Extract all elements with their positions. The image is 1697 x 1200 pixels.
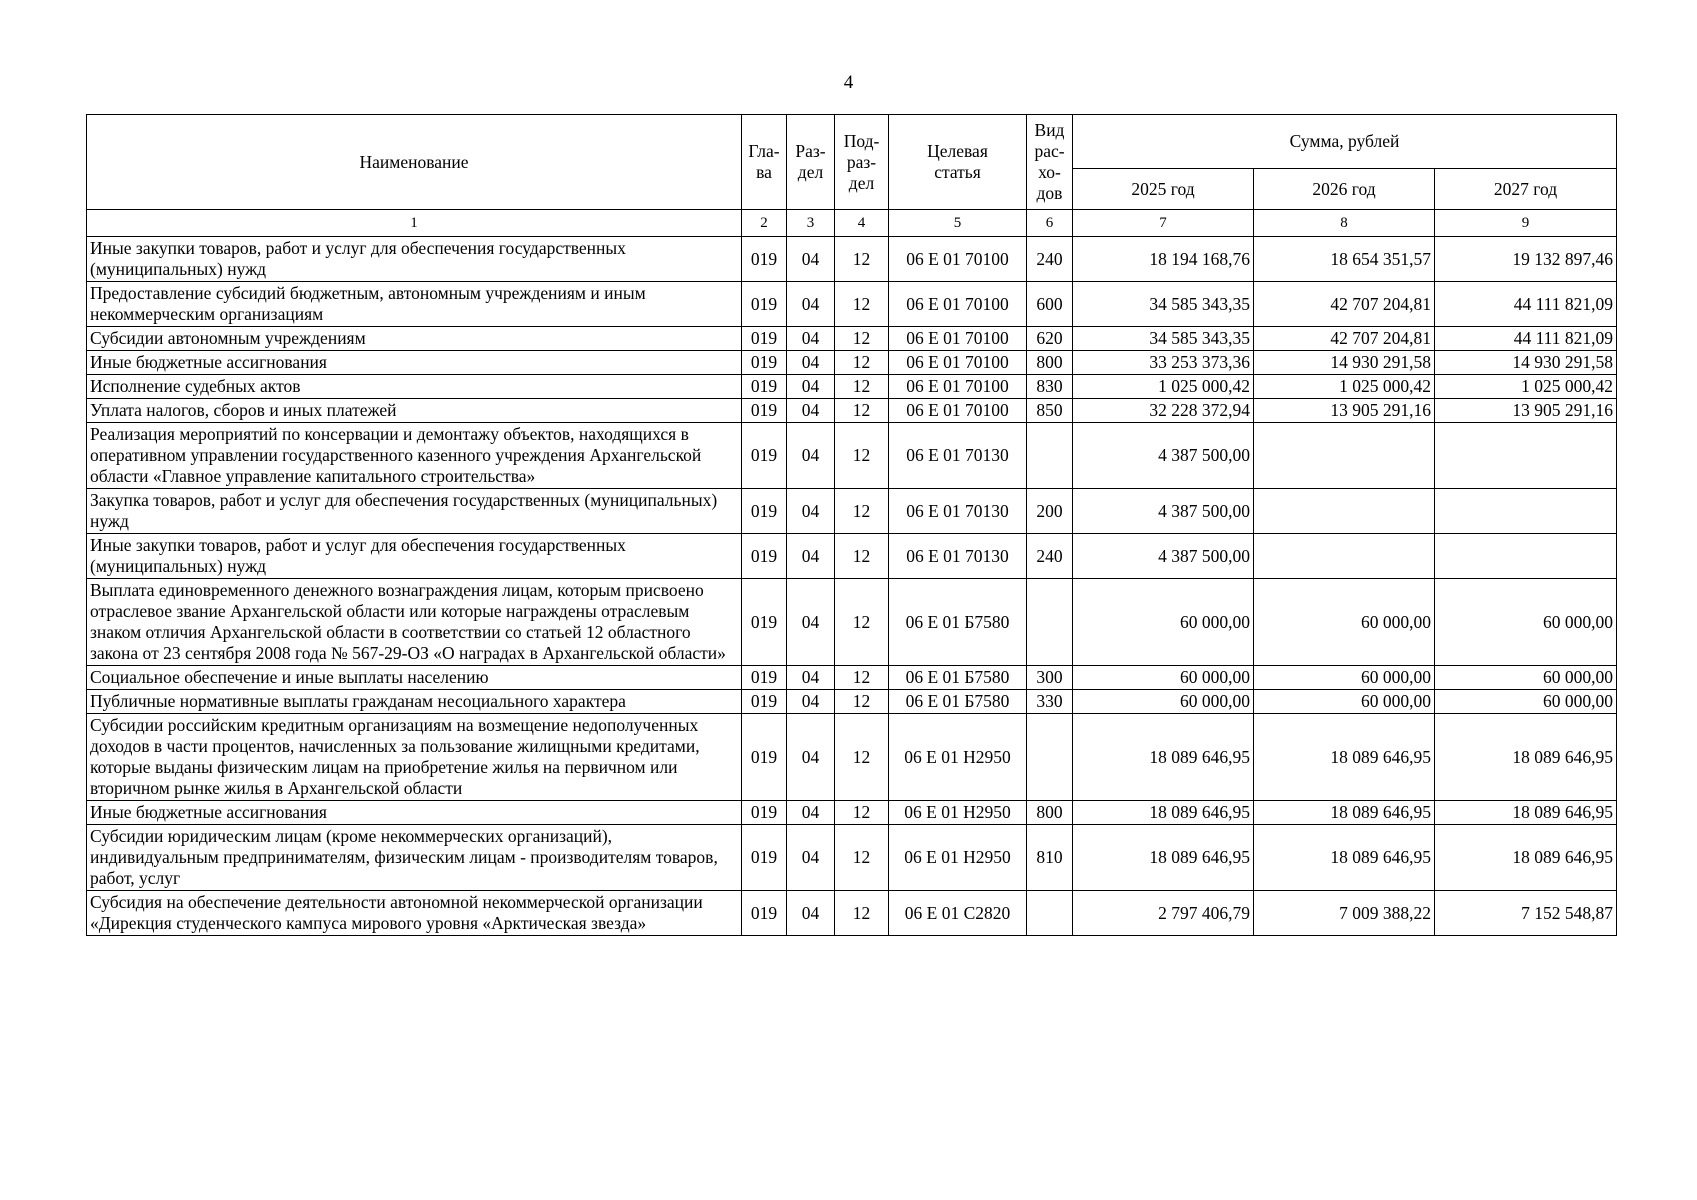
row-sum-2026-cell: 60 000,00 <box>1254 579 1435 666</box>
row-name-cell: Субсидия на обеспечение деятельности автономной некоммерческой организации «Дирекция студенческого кампуса мирового уровня «Арктическая звезда» <box>87 891 742 936</box>
column-number: 7 <box>1073 210 1254 237</box>
row-sum-2026-cell <box>1254 534 1435 579</box>
header-name-text: Наименование <box>359 151 469 172</box>
row-celevaya-statya-cell: 06 Е 01 С2820 <box>889 891 1027 936</box>
table-row <box>87 825 1617 891</box>
row-glava-cell: 019 <box>742 423 787 489</box>
row-vid-rashodov-cell: 800 <box>1027 351 1073 375</box>
row-vid-rashodov-cell <box>1027 891 1073 936</box>
row-podrazdel-cell: 12 <box>835 327 889 351</box>
row-sum-2025-cell: 4 387 500,00 <box>1073 534 1254 579</box>
row-sum-2027-cell: 60 000,00 <box>1435 579 1617 666</box>
row-podrazdel-cell: 12 <box>835 399 889 423</box>
row-podrazdel-cell: 12 <box>835 891 889 936</box>
budget-table <box>86 114 1617 936</box>
table-row <box>87 423 1617 489</box>
row-name-cell: Иные закупки товаров, работ и услуг для обеспечения государственных (муниципальных) нужд <box>87 534 742 579</box>
row-celevaya-statya-cell: 06 Е 01 Н2950 <box>889 714 1027 801</box>
column-number: 9 <box>1435 210 1617 237</box>
table-body <box>87 237 1617 936</box>
row-glava-cell: 019 <box>742 534 787 579</box>
row-podrazdel-cell: 12 <box>835 423 889 489</box>
row-celevaya-statya-cell: 06 Е 01 70130 <box>889 423 1027 489</box>
row-sum-2027-cell: 19 132 897,46 <box>1435 237 1617 282</box>
row-podrazdel-cell: 12 <box>835 801 889 825</box>
row-glava-cell: 019 <box>742 282 787 327</box>
row-sum-2025-cell: 32 228 372,94 <box>1073 399 1254 423</box>
row-name-cell: Социальное обеспечение и иные выплаты населению <box>87 666 742 690</box>
row-razdel-cell: 04 <box>787 282 835 327</box>
header-summa-text: Сумма, рублей <box>1289 131 1400 151</box>
column-numbers-row <box>87 210 1617 237</box>
table-row <box>87 375 1617 399</box>
row-sum-2027-cell: 60 000,00 <box>1435 690 1617 714</box>
row-razdel-cell: 04 <box>787 351 835 375</box>
row-name-cell: Публичные нормативные выплаты гражданам несоциального характера <box>87 690 742 714</box>
table-row <box>87 351 1617 375</box>
row-podrazdel-cell: 12 <box>835 690 889 714</box>
table-row <box>87 666 1617 690</box>
row-sum-2026-cell: 42 707 204,81 <box>1254 282 1435 327</box>
row-sum-2026-cell: 13 905 291,16 <box>1254 399 1435 423</box>
row-razdel-cell: 04 <box>787 489 835 534</box>
header-celevaya-statya <box>889 115 1027 210</box>
row-sum-2026-cell <box>1254 489 1435 534</box>
row-sum-2026-cell: 7 009 388,22 <box>1254 891 1435 936</box>
row-sum-2027-cell: 1 025 000,42 <box>1435 375 1617 399</box>
header-year-2026 <box>1254 169 1435 210</box>
row-sum-2025-cell: 60 000,00 <box>1073 666 1254 690</box>
row-name-cell: Исполнение судебных актов <box>87 375 742 399</box>
row-sum-2025-cell: 18 089 646,95 <box>1073 801 1254 825</box>
row-celevaya-statya-cell: 06 Е 01 Н2950 <box>889 801 1027 825</box>
row-name-cell: Предоставление субсидий бюджетным, автономным учреждениям и иным некоммерческим организациям <box>87 282 742 327</box>
row-sum-2027-cell: 44 111 821,09 <box>1435 327 1617 351</box>
row-celevaya-statya-cell: 06 Е 01 70100 <box>889 327 1027 351</box>
row-razdel-cell: 04 <box>787 801 835 825</box>
row-razdel-cell: 04 <box>787 579 835 666</box>
row-sum-2026-cell: 18 089 646,95 <box>1254 714 1435 801</box>
row-vid-rashodov-cell <box>1027 714 1073 801</box>
row-celevaya-statya-cell: 06 Е 01 Б7580 <box>889 690 1027 714</box>
column-number: 5 <box>889 210 1027 237</box>
header-celevaya-statya-text: Целевая статья <box>927 141 988 182</box>
row-glava-cell: 019 <box>742 399 787 423</box>
table-row <box>87 489 1617 534</box>
row-sum-2025-cell: 60 000,00 <box>1073 579 1254 666</box>
row-name-cell: Реализация мероприятий по консервации и демонтажу объектов, находящихся в оперативном управлении государственного казенного учреждения Архангельской области «Главное управление капитального строительства» <box>87 423 742 489</box>
row-sum-2027-cell <box>1435 489 1617 534</box>
column-number: 3 <box>787 210 835 237</box>
row-celevaya-statya-cell: 06 Е 01 Н2950 <box>889 825 1027 891</box>
row-sum-2027-cell: 13 905 291,16 <box>1435 399 1617 423</box>
row-razdel-cell: 04 <box>787 666 835 690</box>
row-sum-2027-cell: 7 152 548,87 <box>1435 891 1617 936</box>
row-razdel-cell: 04 <box>787 237 835 282</box>
row-sum-2025-cell: 4 387 500,00 <box>1073 423 1254 489</box>
row-sum-2027-cell <box>1435 423 1617 489</box>
row-name-cell: Субсидии российским кредитным организациям на возмещение недополученных доходов в части процентов, начисленных за пользование жилищными кредитами, которые выданы физическим лицам на приобретение жилья на первичном или вторичном рынке жилья в Архангельской области <box>87 714 742 801</box>
row-glava-cell: 019 <box>742 327 787 351</box>
row-sum-2027-cell: 44 111 821,09 <box>1435 282 1617 327</box>
row-sum-2026-cell <box>1254 423 1435 489</box>
table-row <box>87 714 1617 801</box>
column-number: 8 <box>1254 210 1435 237</box>
row-razdel-cell: 04 <box>787 690 835 714</box>
row-sum-2026-cell: 18 089 646,95 <box>1254 825 1435 891</box>
header-year-2025-text: 2025 год <box>1131 178 1195 199</box>
row-name-cell: Выплата единовременного денежного вознаграждения лицам, которым присвоено отраслевое звание Архангельской области или которые награждены отраслевым знаком отличия Архангельской области в соответствии со статьей 12 областного закона от 23 сентября 2008 года № 567-29-ОЗ «О наградах в Архангельской области» <box>87 579 742 666</box>
table-row <box>87 534 1617 579</box>
row-razdel-cell: 04 <box>787 375 835 399</box>
row-sum-2025-cell: 18 194 168,76 <box>1073 237 1254 282</box>
row-sum-2027-cell: 18 089 646,95 <box>1435 825 1617 891</box>
row-celevaya-statya-cell: 06 Е 01 70100 <box>889 375 1027 399</box>
row-podrazdel-cell: 12 <box>835 237 889 282</box>
row-glava-cell: 019 <box>742 237 787 282</box>
row-glava-cell: 019 <box>742 825 787 891</box>
row-sum-2027-cell: 60 000,00 <box>1435 666 1617 690</box>
row-sum-2025-cell: 60 000,00 <box>1073 690 1254 714</box>
row-razdel-cell: 04 <box>787 534 835 579</box>
row-razdel-cell: 04 <box>787 891 835 936</box>
row-podrazdel-cell: 12 <box>835 534 889 579</box>
row-sum-2026-cell: 18 654 351,57 <box>1254 237 1435 282</box>
row-podrazdel-cell: 12 <box>835 351 889 375</box>
row-sum-2025-cell: 4 387 500,00 <box>1073 489 1254 534</box>
row-podrazdel-cell: 12 <box>835 825 889 891</box>
table-row <box>87 891 1617 936</box>
row-glava-cell: 019 <box>742 801 787 825</box>
row-glava-cell: 019 <box>742 666 787 690</box>
row-razdel-cell: 04 <box>787 399 835 423</box>
row-sum-2027-cell <box>1435 534 1617 579</box>
row-sum-2027-cell: 18 089 646,95 <box>1435 801 1617 825</box>
header-razdel-text: Раз- дел <box>795 141 826 182</box>
row-vid-rashodov-cell: 830 <box>1027 375 1073 399</box>
row-vid-rashodov-cell: 850 <box>1027 399 1073 423</box>
row-name-cell: Субсидии автономным учреждениям <box>87 327 742 351</box>
row-sum-2026-cell: 14 930 291,58 <box>1254 351 1435 375</box>
row-vid-rashodov-cell: 240 <box>1027 534 1073 579</box>
row-celevaya-statya-cell: 06 Е 01 70100 <box>889 351 1027 375</box>
row-name-cell: Уплата налогов, сборов и иных платежей <box>87 399 742 423</box>
row-sum-2026-cell: 18 089 646,95 <box>1254 801 1435 825</box>
row-vid-rashodov-cell: 200 <box>1027 489 1073 534</box>
row-glava-cell: 019 <box>742 579 787 666</box>
row-sum-2025-cell: 1 025 000,42 <box>1073 375 1254 399</box>
page-number: 4 <box>843 72 854 93</box>
row-name-cell: Закупка товаров, работ и услуг для обеспечения государственных (муниципальных) нужд <box>87 489 742 534</box>
row-celevaya-statya-cell: 06 Е 01 Б7580 <box>889 666 1027 690</box>
header-podrazdel-text: Под- раз- дел <box>843 130 880 193</box>
row-vid-rashodov-cell: 330 <box>1027 690 1073 714</box>
row-glava-cell: 019 <box>742 714 787 801</box>
row-vid-rashodov-cell <box>1027 579 1073 666</box>
row-glava-cell: 019 <box>742 351 787 375</box>
header-glava <box>742 115 787 210</box>
row-celevaya-statya-cell: 06 Е 01 70100 <box>889 237 1027 282</box>
row-podrazdel-cell: 12 <box>835 579 889 666</box>
row-name-cell: Субсидии юридическим лицам (кроме некоммерческих организаций), индивидуальным предпринимателям, физическим лицам - производителям товаров, работ, услуг <box>87 825 742 891</box>
row-celevaya-statya-cell: 06 Е 01 70100 <box>889 399 1027 423</box>
row-razdel-cell: 04 <box>787 423 835 489</box>
header-name <box>87 115 742 210</box>
row-sum-2027-cell: 14 930 291,58 <box>1435 351 1617 375</box>
header-vid-rashodov <box>1027 115 1073 210</box>
row-sum-2025-cell: 33 253 373,36 <box>1073 351 1254 375</box>
header-summa <box>1073 115 1617 169</box>
row-glava-cell: 019 <box>742 891 787 936</box>
row-podrazdel-cell: 12 <box>835 489 889 534</box>
row-vid-rashodov-cell: 600 <box>1027 282 1073 327</box>
header-vid-rashodov-text: Вид рас- хо- дов <box>1034 120 1065 203</box>
row-sum-2026-cell: 60 000,00 <box>1254 666 1435 690</box>
row-sum-2026-cell: 60 000,00 <box>1254 690 1435 714</box>
row-name-cell: Иные закупки товаров, работ и услуг для обеспечения государственных (муниципальных) нужд <box>87 237 742 282</box>
row-vid-rashodov-cell: 300 <box>1027 666 1073 690</box>
row-podrazdel-cell: 12 <box>835 375 889 399</box>
table-row <box>87 327 1617 351</box>
row-razdel-cell: 04 <box>787 714 835 801</box>
header-razdel <box>787 115 835 210</box>
table-row <box>87 579 1617 666</box>
column-number: 6 <box>1027 210 1073 237</box>
row-razdel-cell: 04 <box>787 327 835 351</box>
row-celevaya-statya-cell: 06 Е 01 70130 <box>889 489 1027 534</box>
row-name-cell: Иные бюджетные ассигнования <box>87 801 742 825</box>
row-sum-2025-cell: 34 585 343,35 <box>1073 327 1254 351</box>
header-year-2026-text: 2026 год <box>1312 178 1376 199</box>
table-row <box>87 690 1617 714</box>
header-year-2025 <box>1073 169 1254 210</box>
row-celevaya-statya-cell: 06 Е 01 70130 <box>889 534 1027 579</box>
header-podrazdel <box>835 115 889 210</box>
row-vid-rashodov-cell: 800 <box>1027 801 1073 825</box>
row-sum-2025-cell: 18 089 646,95 <box>1073 714 1254 801</box>
row-vid-rashodov-cell: 810 <box>1027 825 1073 891</box>
row-sum-2026-cell: 42 707 204,81 <box>1254 327 1435 351</box>
row-sum-2027-cell: 18 089 646,95 <box>1435 714 1617 801</box>
row-name-cell: Иные бюджетные ассигнования <box>87 351 742 375</box>
table-header <box>87 115 1617 237</box>
row-sum-2026-cell: 1 025 000,42 <box>1254 375 1435 399</box>
row-sum-2025-cell: 34 585 343,35 <box>1073 282 1254 327</box>
row-sum-2025-cell: 18 089 646,95 <box>1073 825 1254 891</box>
row-vid-rashodov-cell: 240 <box>1027 237 1073 282</box>
row-sum-2025-cell: 2 797 406,79 <box>1073 891 1254 936</box>
row-vid-rashodov-cell: 620 <box>1027 327 1073 351</box>
column-number: 1 <box>87 210 742 237</box>
row-glava-cell: 019 <box>742 690 787 714</box>
row-glava-cell: 019 <box>742 489 787 534</box>
row-razdel-cell: 04 <box>787 825 835 891</box>
header-year-2027 <box>1435 169 1617 210</box>
row-vid-rashodov-cell <box>1027 423 1073 489</box>
row-celevaya-statya-cell: 06 Е 01 Б7580 <box>889 579 1027 666</box>
table-row <box>87 399 1617 423</box>
table-row <box>87 282 1617 327</box>
table-row <box>87 801 1617 825</box>
column-number: 2 <box>742 210 787 237</box>
row-podrazdel-cell: 12 <box>835 666 889 690</box>
row-podrazdel-cell: 12 <box>835 282 889 327</box>
row-glava-cell: 019 <box>742 375 787 399</box>
header-glava-text: Гла- ва <box>748 141 780 182</box>
table-row <box>87 237 1617 282</box>
header-year-2027-text: 2027 год <box>1493 178 1558 199</box>
row-celevaya-statya-cell: 06 Е 01 70100 <box>889 282 1027 327</box>
row-podrazdel-cell: 12 <box>835 714 889 801</box>
column-number: 4 <box>835 210 889 237</box>
